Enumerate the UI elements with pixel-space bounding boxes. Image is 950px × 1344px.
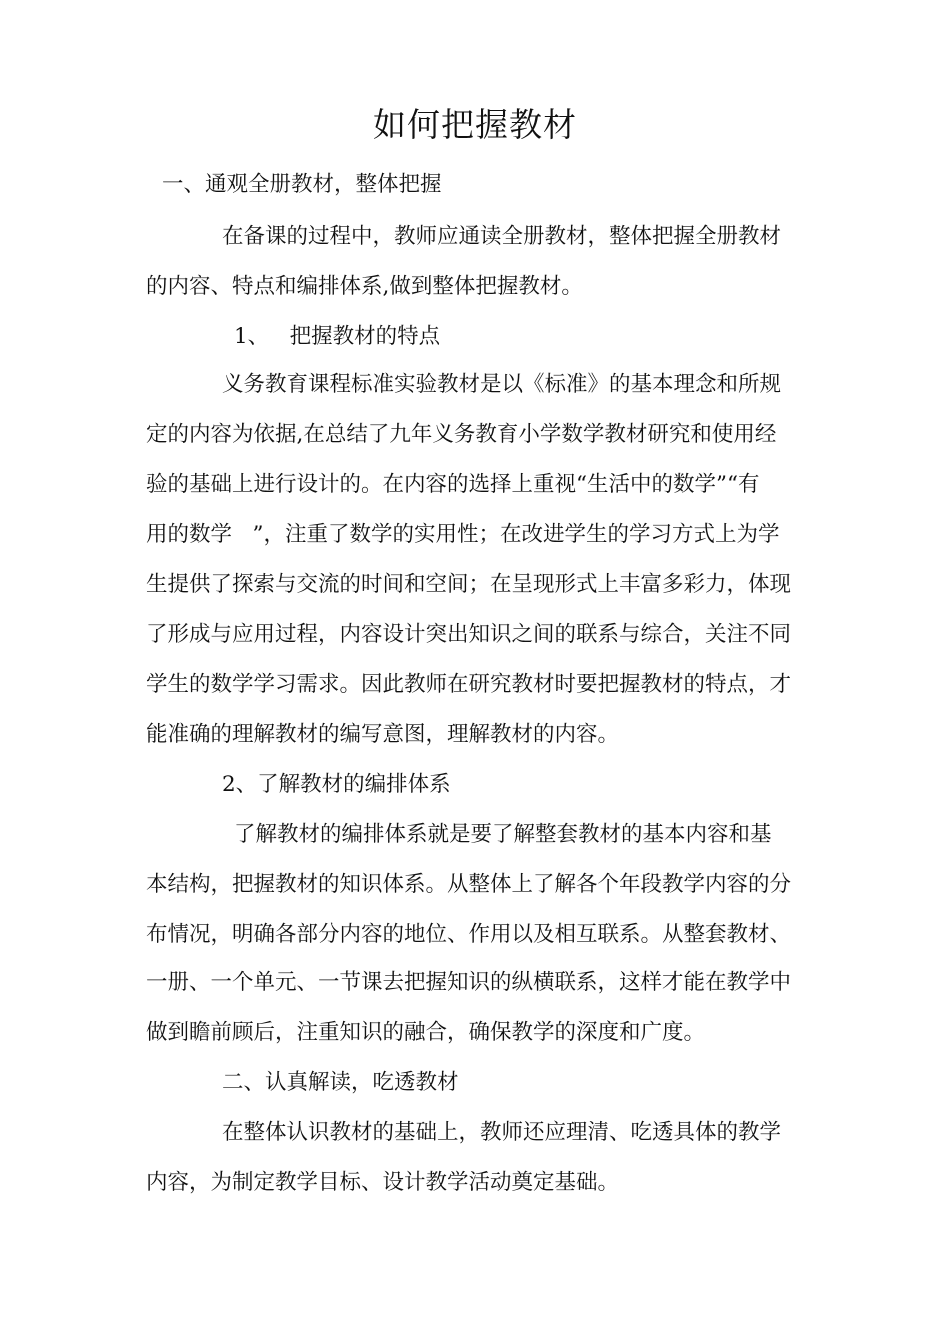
paragraph-line: 能准确的理解教材的编写意图，理解教材的内容。 bbox=[146, 722, 620, 747]
section-heading-2: 二、认真解读，吃透教材 bbox=[222, 1070, 459, 1095]
paragraph-line: 的内容、特点和编排体系,做到整体把握教材。 bbox=[146, 274, 583, 299]
paragraph-line: 本结构，把握教材的知识体系。从整体上了解各个年段教学内容的分 bbox=[146, 872, 792, 897]
paragraph-line: 用的数学 ”，注重了数学的实用性；在改进学生的学习方式上为学 bbox=[146, 522, 780, 547]
paragraph-line: 定的内容为依据,在总结了九年义务教育小学数学教材研究和使用经 bbox=[146, 422, 777, 447]
paragraph-line: 生提供了探索与交流的时间和空间；在呈现形式上丰富多彩力，体现 bbox=[146, 572, 792, 597]
subheading-2: 2、了解教材的编排体系 bbox=[222, 772, 451, 797]
paragraph-line: 学生的数学学习需求。因此教师在研究教材时要把握教材的特点，才 bbox=[146, 672, 792, 697]
document-title: 如何把握教材 bbox=[373, 105, 577, 144]
paragraph-line: 内容，为制定教学目标、设计教学活动奠定基础。 bbox=[146, 1170, 620, 1195]
paragraph-line: 在整体认识教材的基础上，教师还应理清、吃透具体的教学 bbox=[222, 1120, 782, 1145]
paragraph-line: 了解教材的编排体系就是要了解整套教材的基本内容和基 bbox=[234, 822, 772, 847]
section-heading-1: 一、通观全册教材，整体把握 bbox=[162, 172, 442, 197]
paragraph-line: 一册、一个单元、一节课去把握知识的纵横联系，这样才能在教学中 bbox=[146, 970, 792, 995]
paragraph-line: 在备课的过程中，教师应通读全册教材，整体把握全册教材 bbox=[222, 224, 782, 249]
paragraph-line: 了形成与应用过程，内容设计突出知识之间的联系与综合，关注不同 bbox=[146, 622, 792, 647]
paragraph-line: 做到瞻前顾后，注重知识的融合，确保教学的深度和广度。 bbox=[146, 1020, 706, 1045]
subheading-1: 1、 把握教材的特点 bbox=[234, 324, 441, 349]
paragraph-line: 义务教育课程标准实验教材是以《标准》的基本理念和所规 bbox=[222, 372, 782, 397]
paragraph-line: 验的基础上进行设计的。在内容的选择上重视“生活中的数学”“有 bbox=[146, 472, 760, 497]
paragraph-line: 布情况，明确各部分内容的地位、作用以及相互联系。从整套教材、 bbox=[146, 922, 792, 947]
